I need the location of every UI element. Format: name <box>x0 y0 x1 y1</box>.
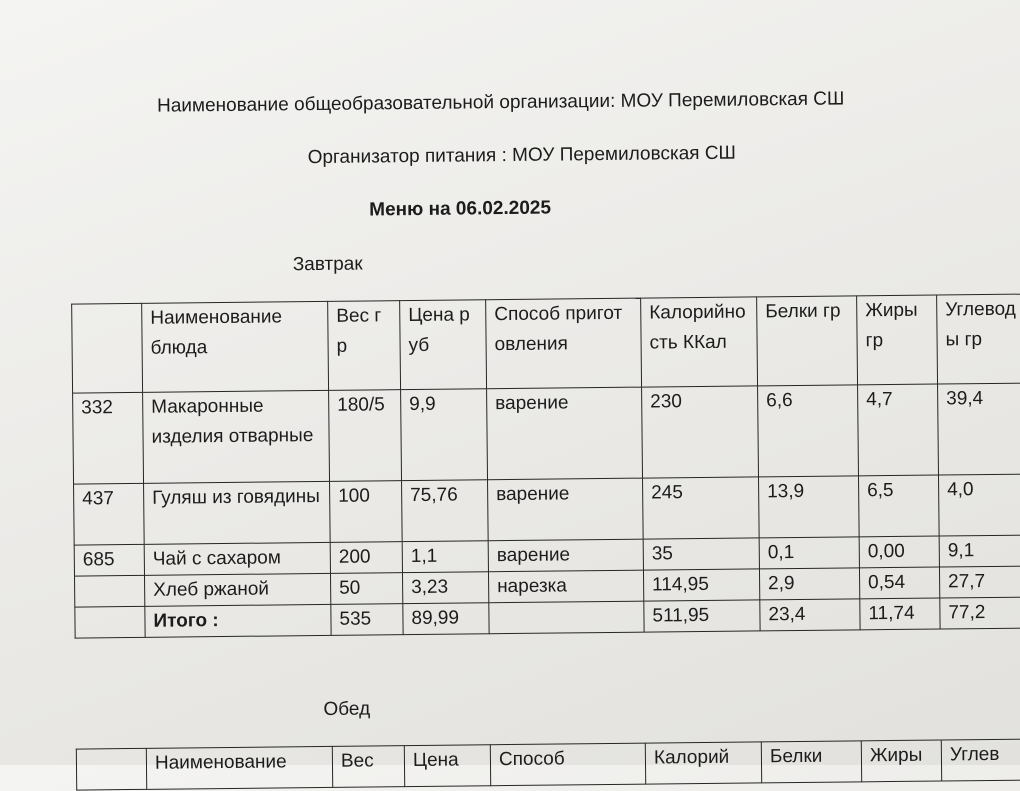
row-fat: 6,5 <box>858 475 939 537</box>
row-kcal: 230 <box>642 386 759 478</box>
header-protein: Белки гр <box>757 296 858 386</box>
header-kcal: Калорийность ККал <box>641 297 758 387</box>
row-fat: 0,54 <box>859 567 939 599</box>
row-method: нарезка <box>488 570 643 603</box>
row-method: варение <box>487 387 643 480</box>
row-fat: 0,00 <box>859 536 939 568</box>
lunch-header-fat: Жиры <box>861 740 941 782</box>
row-protein: 13,9 <box>759 476 860 538</box>
row-code: 685 <box>74 544 144 576</box>
row-weight: 50 <box>330 573 402 605</box>
total-fat: 11,74 <box>860 598 940 630</box>
row-code: 437 <box>74 483 145 545</box>
header-weight: Вес гр <box>328 301 401 391</box>
row-dish-name: Гуляш из говядины <box>144 481 331 544</box>
header-method: Способ приготовления <box>486 298 642 389</box>
total-protein: 23,4 <box>760 599 860 631</box>
header-price: Цена руб <box>400 300 487 390</box>
total-code <box>75 606 145 638</box>
row-carbs: 39,4 <box>938 383 1020 475</box>
lunch-heading: Обед <box>323 698 371 720</box>
total-label: Итого : <box>145 604 331 637</box>
lunch-header-carbs: Углев <box>941 739 1020 781</box>
organization-line: Наименование общеобразовательной организации: МОУ Перемиловская СШ <box>156 88 845 117</box>
header-dish-name: Наименование блюда <box>142 301 329 392</box>
row-kcal: 114,95 <box>643 569 759 601</box>
row-price: 3,23 <box>402 572 488 604</box>
row-weight: 100 <box>330 481 403 543</box>
row-price: 9,9 <box>401 389 488 481</box>
row-protein: 0,1 <box>759 537 859 569</box>
header-fat: Жиры гр <box>857 295 938 385</box>
table-row <box>74 474 1020 545</box>
row-price: 75,76 <box>402 480 489 542</box>
row-fat: 4,7 <box>858 384 939 476</box>
row-price: 1,1 <box>402 541 488 573</box>
header-code <box>72 303 143 393</box>
caterer-line: Организатор питания : МОУ Перемиловская СШ <box>307 142 737 169</box>
row-carbs: 27,7 <box>939 566 1020 598</box>
lunch-header-weight: Вес <box>332 746 404 788</box>
row-dish-name: Макаронные изделия отварные <box>143 390 330 483</box>
row-method: варение <box>488 478 644 541</box>
row-method: варение <box>488 539 643 572</box>
row-code: 332 <box>73 392 144 484</box>
row-code <box>75 575 145 607</box>
table-header-row <box>72 294 1020 393</box>
row-weight: 180/5 <box>329 390 402 482</box>
lunch-header-dish-name: Наименование <box>146 746 332 789</box>
header-carbs: Углеводы гр <box>937 294 1020 384</box>
row-carbs: 9,1 <box>939 535 1020 567</box>
breakfast-table <box>71 294 1020 639</box>
lunch-header-kcal: Калорий <box>645 742 761 784</box>
breakfast-heading: Завтрак <box>292 253 363 276</box>
row-kcal: 35 <box>643 538 759 570</box>
row-weight: 200 <box>330 542 402 574</box>
row-carbs: 4,0 <box>938 474 1020 536</box>
total-carbs: 77,2 <box>940 597 1020 629</box>
lunch-header-code <box>76 748 146 790</box>
menu-date-title: Меню на 06.02.2025 <box>369 197 552 221</box>
row-protein: 2,9 <box>759 568 859 600</box>
total-method <box>489 601 644 634</box>
total-kcal: 511,95 <box>644 600 760 632</box>
lunch-header-price: Цена <box>404 745 490 787</box>
row-dish-name: Чай с сахаром <box>144 542 330 575</box>
row-dish-name: Хлеб ржаной <box>144 573 330 606</box>
total-price: 89,99 <box>403 603 489 635</box>
lunch-header-method: Способ <box>490 743 645 786</box>
lunch-header-protein: Белки <box>761 741 861 783</box>
row-protein: 6,6 <box>758 385 859 477</box>
row-kcal: 245 <box>643 477 760 539</box>
total-weight: 535 <box>331 604 403 636</box>
table-row <box>73 383 1020 484</box>
